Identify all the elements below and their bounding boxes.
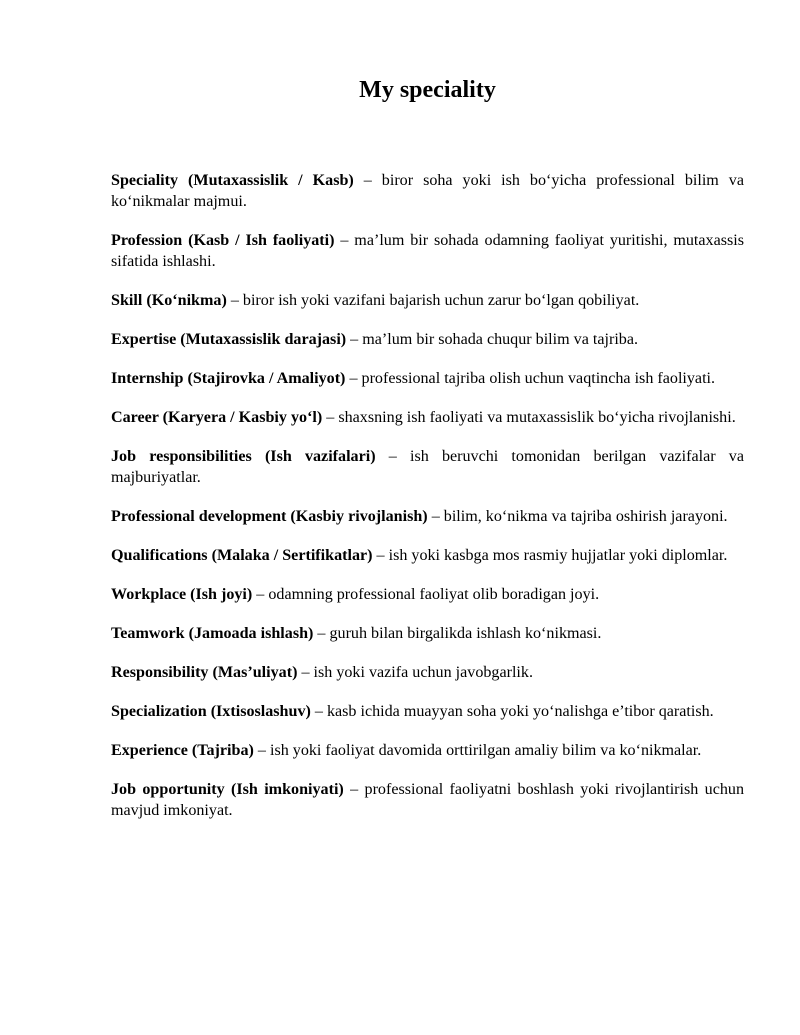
glossary-definition: – kasb ichida muayyan soha yoki yo‘nalishga e’tibor qaratish. (310, 703, 714, 720)
glossary-entry-job-opportunity (111, 779, 744, 821)
glossary-entry-experience (111, 740, 744, 761)
glossary-entry-expertise (111, 329, 744, 350)
glossary-term: Expertise (Mutaxassislik darajasi) (111, 331, 347, 348)
glossary-entry-responsibility (111, 662, 744, 683)
glossary-definition: – odamning professional faoliyat olib boradigan joyi. (252, 586, 600, 603)
glossary-term: Experience (Tajriba) (111, 742, 254, 759)
glossary-definition: – ish yoki faoliyat davomida orttirilgan amaliy bilim va ko‘nikmalar. (253, 742, 702, 759)
glossary-term: Job responsibilities (Ish vazifalari) (111, 448, 376, 465)
glossary-term: Specialization (Ixtisoslashuv) (111, 703, 311, 720)
glossary-definition: – biror ish yoki vazifani bajarish uchun zarur bo‘lgan qobiliyat. (226, 292, 640, 309)
glossary-entry-career (111, 407, 744, 428)
glossary-definition: – shaxsning ish faoliyati va mutaxassislik bo‘yicha rivojlanishi. (322, 409, 736, 426)
glossary-entry-professional-development (111, 506, 744, 527)
glossary-definition: – professional faoliyatni boshlash yoki rivojlantirish uchun mavjud imkoniyat. (111, 781, 744, 819)
glossary-term: Workplace (Ish joyi) (111, 586, 253, 603)
glossary-definition: – ish beruvchi tomonidan berilgan vazifalar va majburiyatlar. (111, 448, 744, 486)
glossary-term: Teamwork (Jamoada ishlash) (111, 625, 314, 642)
glossary-definition: – bilim, ko‘nikma va tajriba oshirish jarayoni. (427, 508, 728, 525)
glossary-term: Job opportunity (Ish imkoniyati) (111, 781, 344, 798)
glossary-entry-qualifications (111, 545, 744, 566)
glossary-definition: – ish yoki vazifa uchun javobgarlik. (297, 664, 533, 681)
glossary-definition: – guruh bilan birgalikda ishlash ko‘nikmasi. (313, 625, 602, 642)
glossary-term: Speciality (Mutaxassislik / Kasb) (111, 172, 354, 189)
glossary-entry-specialization (111, 701, 744, 722)
glossary-definition: – biror soha yoki ish bo‘yicha professional bilim va ko‘nikmalar majmui. (111, 172, 744, 210)
page-title: My speciality (359, 77, 496, 103)
glossary-list (111, 170, 744, 821)
glossary-entry-workplace (111, 584, 744, 605)
glossary-term: Internship (Stajirovka / Amaliyot) (111, 370, 346, 387)
glossary-term: Career (Karyera / Kasbiy yo‘l) (111, 409, 323, 426)
glossary-entry-profession (111, 230, 744, 272)
glossary-definition: – professional tajriba olish uchun vaqtincha ish faoliyati. (345, 370, 716, 387)
glossary-entry-skill (111, 290, 744, 311)
glossary-definition: – ma’lum bir sohada chuqur bilim va tajriba. (346, 331, 639, 348)
glossary-entry-internship (111, 368, 744, 389)
glossary-term: Responsibility (Mas’uliyat) (111, 664, 298, 681)
glossary-term: Qualifications (Malaka / Sertifikatlar) (111, 547, 373, 564)
glossary-entry-teamwork (111, 623, 744, 644)
glossary-term: Professional development (Kasbiy rivojlanish) (111, 508, 428, 525)
glossary-definition: – ma’lum bir sohada odamning faoliyat yuritishi, mutaxassis sifatida ishlashi. (111, 232, 744, 270)
glossary-term: Skill (Ko‘nikma) (111, 292, 227, 309)
glossary-definition: – ish yoki kasbga mos rasmiy hujjatlar yoki diplomlar. (372, 547, 728, 564)
glossary-term: Profession (Kasb / Ish faoliyati) (111, 232, 335, 249)
glossary-entry-job-responsibilities (111, 446, 744, 488)
glossary-entry-speciality (111, 170, 744, 212)
